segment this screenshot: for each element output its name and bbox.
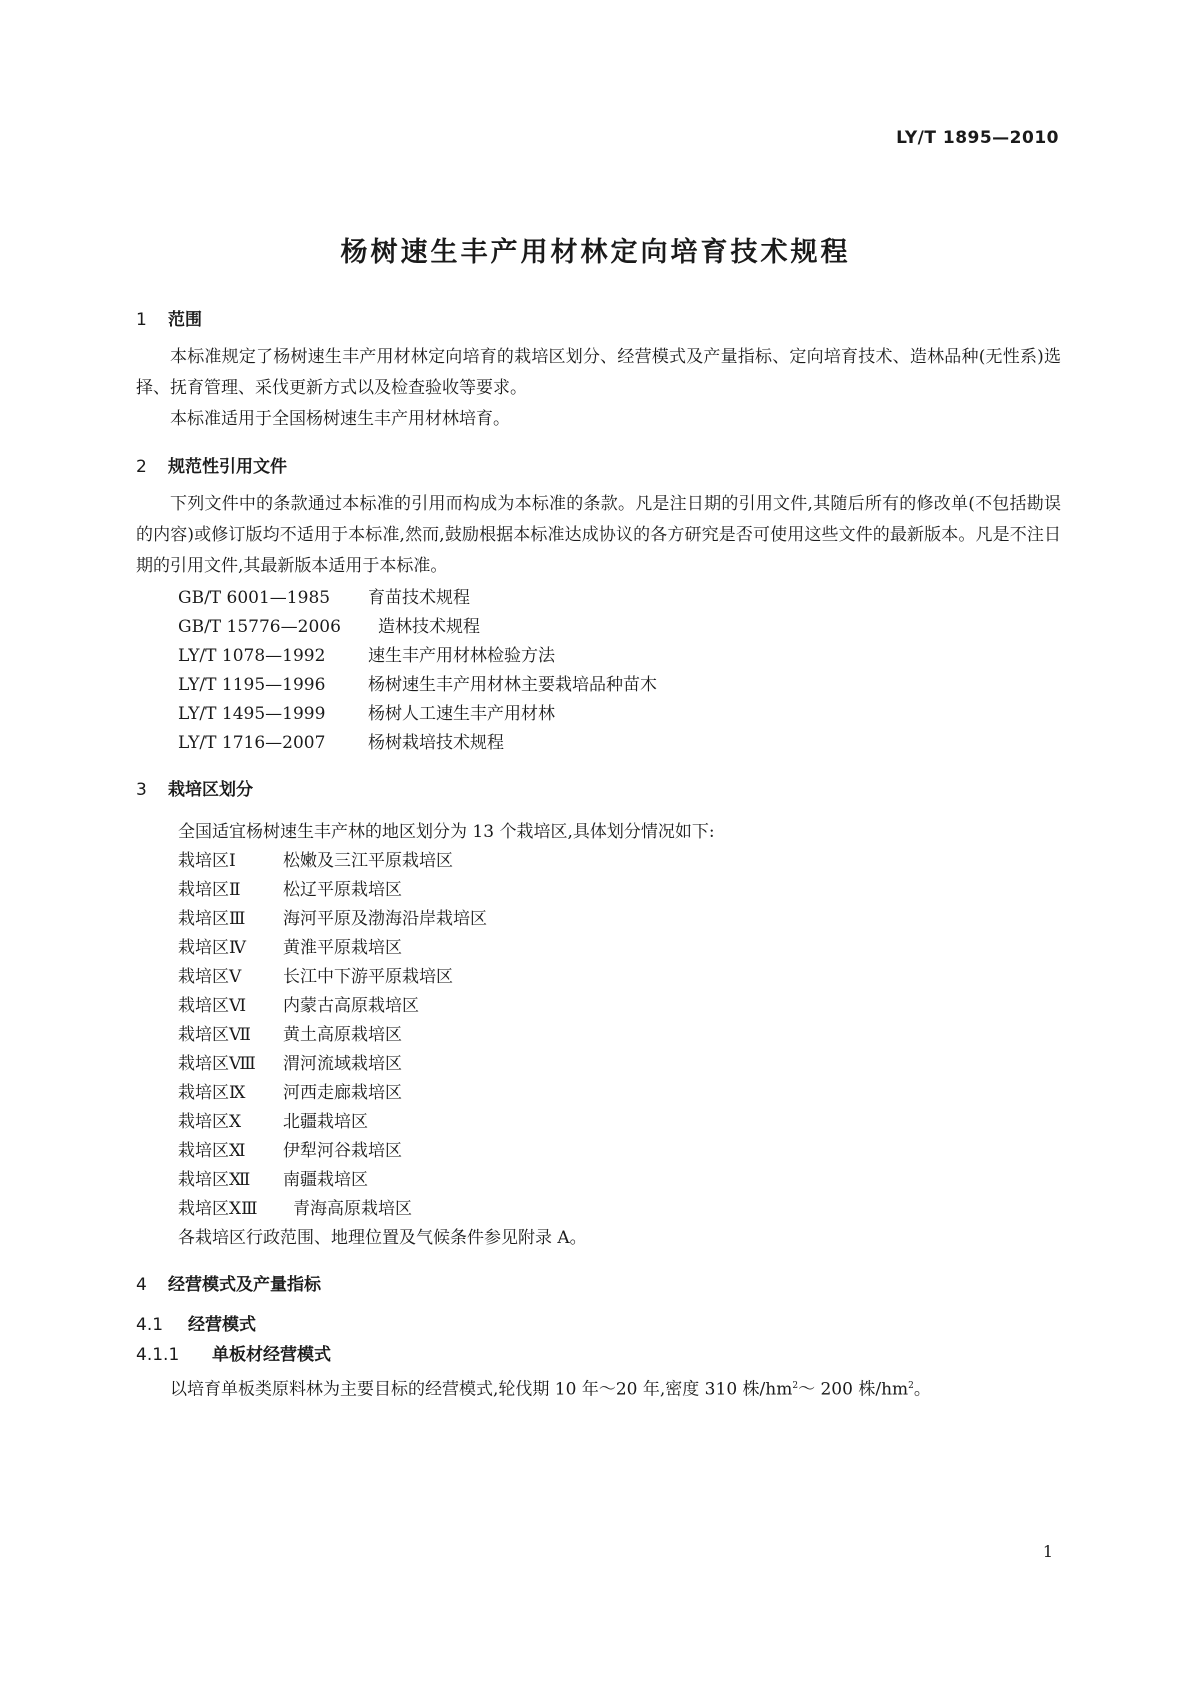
reference-code: LY/T 1078—1992: [178, 646, 326, 666]
superscript: 2: [908, 1381, 914, 1391]
zone-name: 松嫩及三江平原栽培区: [283, 851, 453, 871]
section-2-heading: [136, 452, 287, 477]
page-number: 1: [1042, 1542, 1053, 1561]
section-number: 4.1.1: [136, 1345, 180, 1365]
zone-id: 栽培区Ⅶ: [178, 1025, 251, 1045]
page-title: 杨树速生丰产用材林定向培育技术规程: [340, 237, 851, 268]
subsection-4-1-heading: [136, 1310, 256, 1335]
reference-code: GB/T 6001—1985: [178, 588, 331, 608]
zone-item: [178, 1107, 368, 1132]
reference-title: 造林技术规程: [378, 617, 480, 637]
paragraph-text: ～: [798, 1379, 816, 1400]
section-number: 4.1: [136, 1315, 164, 1335]
zone-name: 海河平原及渤海沿岸栽培区: [283, 909, 487, 929]
section-title: 范围: [168, 310, 202, 330]
section-number: 3: [136, 780, 147, 800]
zone-id: 栽培区Ⅻ: [178, 1170, 251, 1190]
zone-id: 栽培区Ⅺ: [178, 1141, 246, 1161]
zone-id: 栽培区Ⅴ: [178, 967, 242, 987]
zone-name: 内蒙古高原栽培区: [283, 996, 419, 1016]
reference-item: [178, 670, 657, 695]
section-title: 经营模式: [188, 1315, 256, 1335]
zone-item: [178, 1194, 412, 1219]
section-title: 单板材经营模式: [212, 1345, 331, 1365]
zone-name: 青海高原栽培区: [293, 1199, 412, 1219]
zone-name: 北疆栽培区: [283, 1112, 368, 1132]
reference-title: 杨树人工速生丰产用材林: [368, 704, 555, 724]
zone-name: 渭河流域栽培区: [283, 1054, 402, 1074]
zone-id: 栽培区Ⅷ: [178, 1054, 256, 1074]
zone-name: 河西走廊栽培区: [283, 1083, 402, 1103]
zone-name: 黄淮平原栽培区: [283, 938, 402, 958]
superscript: 2: [792, 1381, 799, 1391]
zone-name: 长江中下游平原栽培区: [283, 967, 453, 987]
zone-item: [178, 1020, 402, 1045]
reference-code: LY/T 1195—1996: [178, 675, 326, 695]
reference-item: [178, 728, 504, 753]
zone-id: 栽培区ⅩⅢ: [178, 1199, 258, 1219]
reference-title: 杨树速生丰产用材林主要栽培品种苗木: [368, 675, 657, 695]
subsection-4-1-1-paragraph: [136, 1371, 1061, 1406]
zone-name: 伊犁河谷栽培区: [283, 1141, 402, 1161]
section-2-paragraph: 下列文件中的条款通过本标准的引用而构成为本标准的条款。凡是注日期的引用文件,其随后所有的修改单(不包括勘误的内容)或修订版均不适用于本标准,然而,鼓励根据本标准达成协议的各方研究是否可使用这些文件的最新版本。凡是不注日期的引用文件,其最新版本适用于本标准。: [136, 494, 1062, 576]
reference-item: [178, 583, 470, 608]
zone-item: [178, 1049, 402, 1074]
zone-name: 松辽平原栽培区: [283, 880, 402, 900]
paragraph-text: 。: [913, 1379, 931, 1400]
section-number: 4: [136, 1275, 147, 1295]
zone-id: 栽培区Ⅹ: [178, 1112, 242, 1132]
zone-item: [178, 1078, 402, 1103]
section-title: 经营模式及产量指标: [168, 1275, 321, 1295]
section-1-heading: [136, 305, 202, 330]
zone-name: 南疆栽培区: [283, 1170, 368, 1190]
reference-item: [178, 612, 480, 637]
zone-name: 黄土高原栽培区: [283, 1025, 402, 1045]
section-3-outro: 各栽培区行政范围、地理位置及气候条件参见附录 A。: [178, 1228, 587, 1248]
section-4-heading: [136, 1270, 321, 1295]
zone-item: [178, 962, 453, 987]
reference-code: LY/T 1716—2007: [178, 733, 326, 753]
zone-id: 栽培区Ⅰ: [178, 851, 236, 871]
subsection-4-1-1-heading: [136, 1340, 331, 1365]
section-1-paragraph-1: 本标准规定了杨树速生丰产用材林定向培育的栽培区划分、经营模式及产量指标、定向培育技术、造林品种(无性系)选择、抚育管理、采伐更新方式以及检查验收等要求。: [136, 347, 1061, 398]
section-number: 2: [136, 457, 147, 477]
section-title: 栽培区划分: [168, 780, 253, 800]
zone-item: [178, 933, 402, 958]
zone-item: [178, 991, 419, 1016]
section-1-paragraph-2: 本标准适用于全国杨树速生丰产用材林培育。: [170, 409, 510, 429]
section-3-intro: 全国适宜杨树速生丰产林的地区划分为 13 个栽培区,具体划分情况如下:: [178, 822, 715, 842]
zone-id: 栽培区Ⅲ: [178, 909, 246, 929]
reference-code: GB/T 15776—2006: [178, 617, 341, 637]
zone-id: 栽培区Ⅵ: [178, 996, 247, 1016]
section-title: 规范性引用文件: [168, 457, 287, 477]
reference-code: LY/T 1495—1999: [178, 704, 326, 724]
reference-title: 杨树栽培技术规程: [368, 733, 504, 753]
zone-id: 栽培区Ⅳ: [178, 938, 246, 958]
reference-title: 速生丰产用材林检验方法: [368, 646, 555, 666]
standard-code: LY/T 1895—2010: [896, 128, 1059, 148]
zone-item: [178, 904, 487, 929]
zone-id: 栽培区Ⅱ: [178, 880, 241, 900]
zone-item: [178, 1165, 368, 1190]
section-3-heading: [136, 775, 253, 800]
zone-id: 栽培区Ⅸ: [178, 1083, 246, 1103]
zone-item: [178, 1136, 402, 1161]
reference-item: [178, 699, 555, 724]
reference-title: 育苗技术规程: [368, 588, 470, 608]
zone-item: [178, 846, 453, 871]
section-number: 1: [136, 310, 147, 330]
paragraph-text: 200 株/hm: [820, 1379, 909, 1400]
reference-item: [178, 641, 555, 666]
paragraph-text: 以培育单板类原料林为主要目标的经营模式,轮伐期 10 年～20 年,密度 310 株/hm: [170, 1379, 793, 1400]
zone-item: [178, 875, 402, 900]
